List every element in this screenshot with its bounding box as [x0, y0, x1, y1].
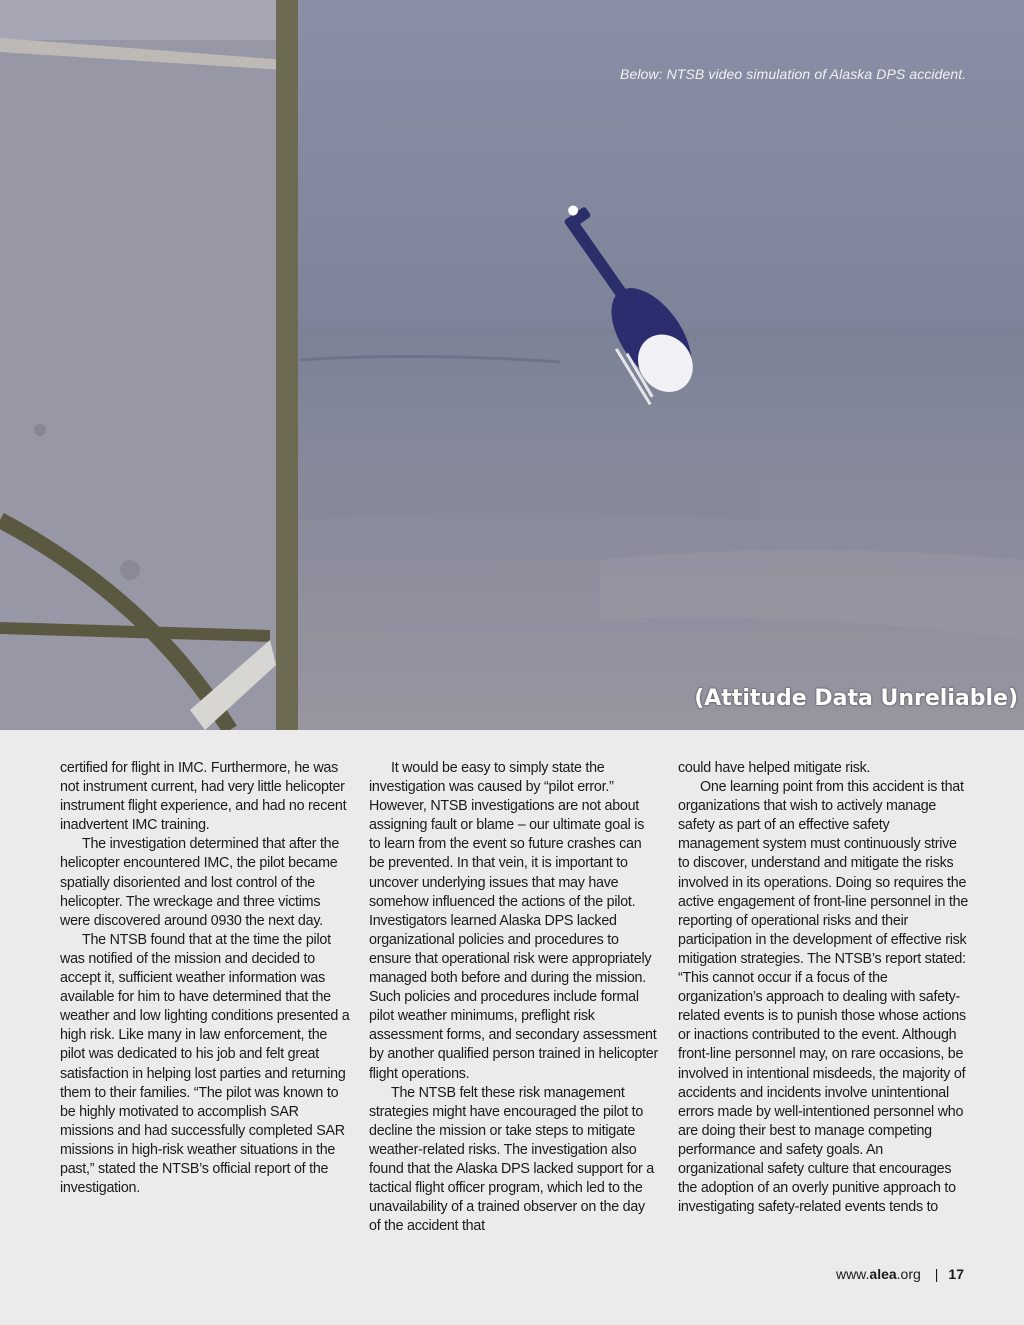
paragraph: The NTSB found that at the time the pilot was notified of the mission and decided to accept it, sufficient weather information was available for him to have determined that the weather and low lighting conditions presented a high risk. Like many in law enforcement, the pilot was dedicated to his job and felt great satisfaction in helping lost parties and returning them to their families. “The pilot was known to be highly motivated to accomplish SAR missions and had successfully completed SAR missions in high-risk weather situations in the past,” stated the NTSB’s official report of the investigation.: [60, 931, 350, 1197]
url-suffix: .org: [896, 1266, 921, 1282]
url-prefix: www.: [835, 1266, 870, 1282]
paragraph: The investigation determined that after the helicopter encountered IMC, the pilot became spatially disoriented and lost control of the helicopter. The wreckage and three victims were discovered around 0930 the next day.: [60, 836, 340, 929]
column-1: [60, 759, 350, 1198]
attitude-overlay-text: (Attitude Data Unreliable): [694, 686, 1018, 711]
article-body: [60, 759, 969, 1249]
website-link[interactable]: [836, 1266, 921, 1282]
page-number: 17: [948, 1266, 964, 1282]
column-3: [678, 759, 968, 1217]
paragraph: It would be easy to simply state the investigation was caused by “pilot error.” However, NTSB investigations are not about assigning fault or blame – our ultimate goal is to learn from the event so future crashes can be prevented. In that vein, it is important to uncover underlying issues that may have somehow influenced the actions of the pilot. Investigators learned Alaska DPS lacked organizational policies and procedures to ensure that operational risk were appropriately managed both before and during the mission. Such policies and procedures include formal pilot weather minimums, preflight risk assessment forms, and secondary assessment by another qualified person trained in helicopter flight operations.: [369, 760, 658, 1082]
url-domain: alea: [869, 1266, 897, 1282]
photo-caption: Below: NTSB video simulation of Alaska DPS accident.: [620, 66, 967, 82]
footer-separator: |: [934, 1266, 939, 1282]
column-2: [369, 759, 659, 1236]
paragraph: could have helped mitigate risk.: [678, 760, 871, 776]
paragraph: certified for flight in IMC. Furthermore, he was not instrument current, had very little helicopter instrument flight experience, and had no recent inadvertent IMC training.: [60, 760, 347, 834]
paragraph: The NTSB felt these risk management strategies might have encouraged the pilot to decline the mission or take steps to mitigate weather-related risks. The investigation also found that the Alaska DPS lacked support for a tactical flight officer program, which led to the unavailability of a trained observer on the day of the accident that: [369, 1084, 654, 1235]
paragraph: One learning point from this accident is that organizations that wish to actively manage safety as part of an effective safety management system must continuously strive to discover, understand and mitigate the risks involved in its operations. Doing so requires the active engagement of front-line personnel in the reporting of operational risks and their participation in the development of effective risk mitigation strategies. The NTSB’s report stated: “This cannot occur if a focus of the organization’s approach to dealing with safety-related events is to punish those whose actions or inactions contributed to the event. Although front-line personnel may, on rare occasions, be involved in intentional misdeeds, the majority of accidents and incidents involve unintentional errors made by well-intentioned personnel who are doing their best to manage competing performance and safety goals. An organizational safety culture that encourages the adoption of an overly punitive approach to investigating safety-related events tends to: [678, 779, 969, 1216]
page-footer: [836, 1266, 964, 1282]
